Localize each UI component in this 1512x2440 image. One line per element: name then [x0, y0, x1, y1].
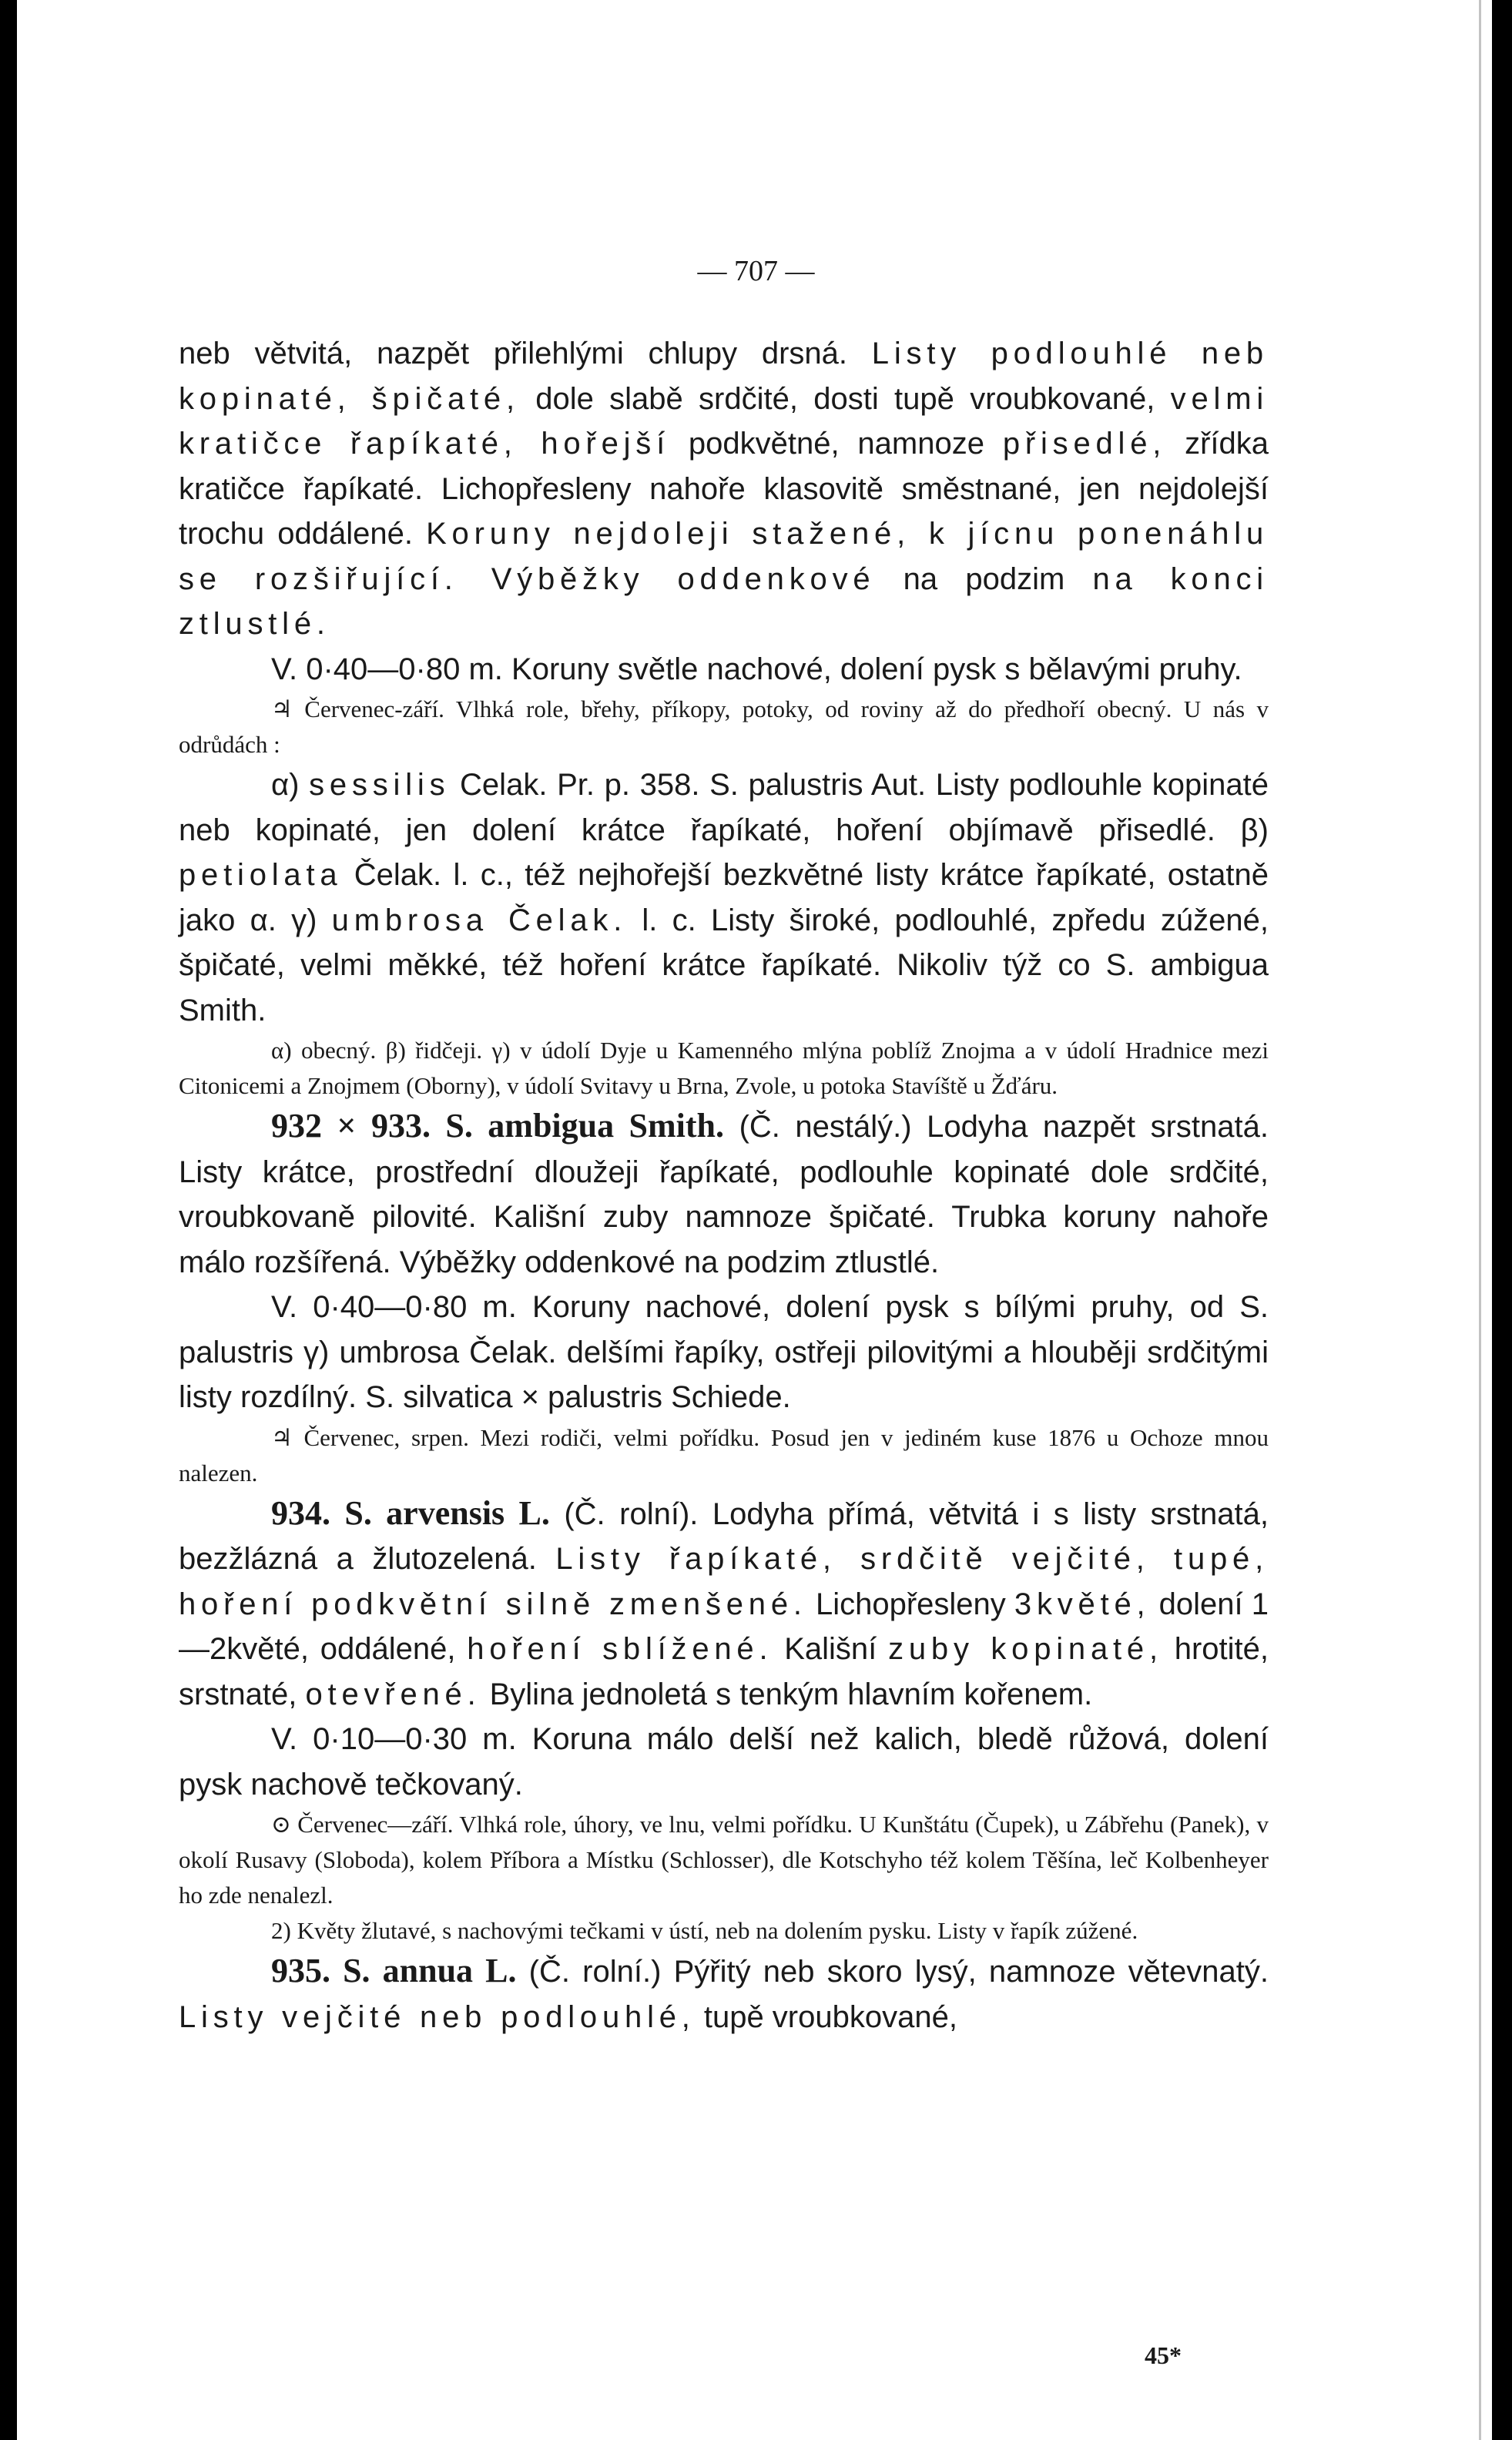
- text-run: dole slabě srdčité, dosti tupě vroubkované,: [519, 381, 1171, 416]
- text-run: (Č. rolní.) Pýřitý neb skoro lysý, namnoze větevnatý.: [516, 1955, 1269, 1989]
- text-run: neb větvitá, nazpět přilehlými chlupy drsná.: [179, 337, 872, 370]
- paragraph-size-color: V. 0·40—0·80 m. Koruny světle nachové, dolení pysk s bělavými pruhy.: [271, 652, 1242, 686]
- spaced-text: hoření sblížené.: [467, 1632, 773, 1666]
- text-run: Kališní: [773, 1632, 889, 1666]
- text-run: (Č. rolní). Lodyha přímá, větvitá i s listy srstnatá, bezžlázná a žlutozelená.: [179, 1497, 1269, 1576]
- page-text: [179, 331, 1269, 2039]
- paragraph-habitat: ⊙ Červenec—září. Vlhká role, úhory, ve lnu, velmi pořídku. U Kunštátu (Čupek), u Zábřehu (Panek), v okolí Rusavy (Sloboda), kolem Příbora a Místku (Schlosser), dle Kotschyho též kolem Těšína, leč Kolbenheyer ho zde nenalezl.: [179, 1811, 1269, 1909]
- signature-mark: 45*: [1145, 2341, 1182, 2369]
- species-heading: 935. S. annua L.: [271, 1952, 517, 1989]
- page-number: — 707 —: [697, 255, 815, 287]
- spaced-text: velmi kratičce řapíkaté, hořejší: [179, 381, 1269, 461]
- variety-name: umbrosa Čelak.: [331, 903, 628, 937]
- text-run: (Č. nestálý.) Lodyha nazpět srstnatá. Listy krátce, prostřední dloužeji řapíkaté, podlouhle kopinaté dole srdčité, vroubkovaně pilovité. Kališní zuby namnoze špičaté. Trubka koruny nahoře málo rozšířená. Výběžky oddenkové na podzim ztlustlé.: [179, 1110, 1269, 1279]
- variety-name: petiolata: [179, 858, 343, 892]
- spaced-text: otevřené.: [305, 1677, 481, 1711]
- text-run: hrotité, srstnaté,: [179, 1632, 1269, 1711]
- spaced-text: 3květé,: [1014, 1587, 1151, 1621]
- text-run: Bylina jednoletá s tenkým hlavním kořenem.: [481, 1677, 1093, 1711]
- spaced-text: přisedlé,: [1002, 427, 1167, 461]
- variety-name: sessilis: [309, 768, 451, 802]
- species-heading: 932 × 933. S. ambigua Smith.: [271, 1107, 725, 1145]
- text-run: α): [271, 768, 310, 802]
- text-run: zřídka kratičce řapíkaté. Lichopřesleny nahoře klasovitě směstnané, jen nejdolejší trochu oddálené.: [179, 427, 1269, 551]
- paragraph-varieties: [179, 762, 1269, 1033]
- text-run: Celak. Pr. p. 358. S. palustris Aut. Listy podlouhle kopinaté neb kopinaté, jen dolení krátce řapíkaté, hoření objímavě přisedlé. β): [179, 768, 1269, 847]
- species-heading: 934. S. arvensis L.: [271, 1493, 550, 1532]
- paragraph-species-934: [179, 1491, 1269, 1718]
- text-run: Lichopřesleny: [806, 1587, 1014, 1621]
- paragraph-habitat: ♃ Červenec-září. Vlhká role, břehy, příkopy, potoky, od roviny až do předhoří obecný. U nás v odrůdách :: [179, 695, 1269, 758]
- text-run: podkvětné, namnoze: [670, 427, 1003, 461]
- spaced-text: Listy podlouhlé neb kopinaté, špičaté,: [179, 337, 1269, 416]
- spaced-text: zuby kopinaté,: [888, 1632, 1163, 1666]
- paragraph-species-935: [179, 1949, 1269, 2039]
- paragraph-description-continued: [179, 331, 1269, 647]
- scan-edge-left: [0, 0, 17, 2440]
- scan-edge-shadow: [1479, 0, 1481, 2440]
- text-run: dolení 1—2květé, oddálené,: [179, 1587, 1269, 1666]
- paragraph-species-932-933: [179, 1104, 1269, 1285]
- text-run: na podzim: [875, 561, 1093, 596]
- spaced-text: Koruny nejdoleji stažené, k jícnu ponenáhlu se rozšiřující. Výběžky oddenkové: [179, 517, 1269, 596]
- paragraph-habitat: ♃ Červenec, srpen. Mezi rodiči, velmi pořídku. Posud jen v jediném kuse 1876 u Ochoze mnou nalezen.: [179, 1423, 1269, 1486]
- spaced-text: Listy řapíkaté, srdčitě vejčité, tupé, hoření podkvětní silně zmenšené.: [179, 1542, 1269, 1621]
- text-run: l. c. Listy široké, podlouhlé, zpředu zúžené, špičaté, velmi měkké, též hoření krátce řapíkaté. Nikoliv týž co S. ambigua Smith.: [179, 903, 1269, 1027]
- paragraph-key-note: 2) Květy žlutavé, s nachovými tečkami v ústí, neb na dolením pysku. Listy v řapík zúžené.: [271, 1917, 1138, 1944]
- text-run: tupě vroubkované,: [695, 1999, 957, 2034]
- paragraph-size-color: V. 0·10—0·30 m. Koruna málo delší než kalich, bledě růžová, dolení pysk nachově tečkovaný.: [179, 1722, 1269, 1802]
- text-run: Čelak. l. c., též nejhořejší bezkvětné listy krátce řapíkaté, ostatně jako α. γ): [179, 858, 1269, 937]
- scan-edge-right: [1492, 0, 1512, 2440]
- spaced-text: Listy vejčité neb podlouhlé,: [179, 1999, 696, 2034]
- spaced-text: na konci ztlustlé.: [179, 561, 1269, 641]
- paragraph-size-color: V. 0·40—0·80 m. Koruny nachové, dolení pysk s bílými pruhy, od S. palustris γ) umbrosa Čelak. delšími řapíky, ostřeji pilovitými a hlouběji srdčitými listy rozdílný. S. silvatica × palustris Schiede.: [179, 1290, 1269, 1414]
- paragraph-variety-localities: α) obecný. β) řidčeji. γ) v údolí Dyje u Kamenného mlýna poblíž Znojma a v údolí Hradnice mezi Citonicemi a Znojmem (Oborny), v údolí Svitavy u Brna, Zvole, u potoka Stavíště u Žďáru.: [179, 1037, 1269, 1099]
